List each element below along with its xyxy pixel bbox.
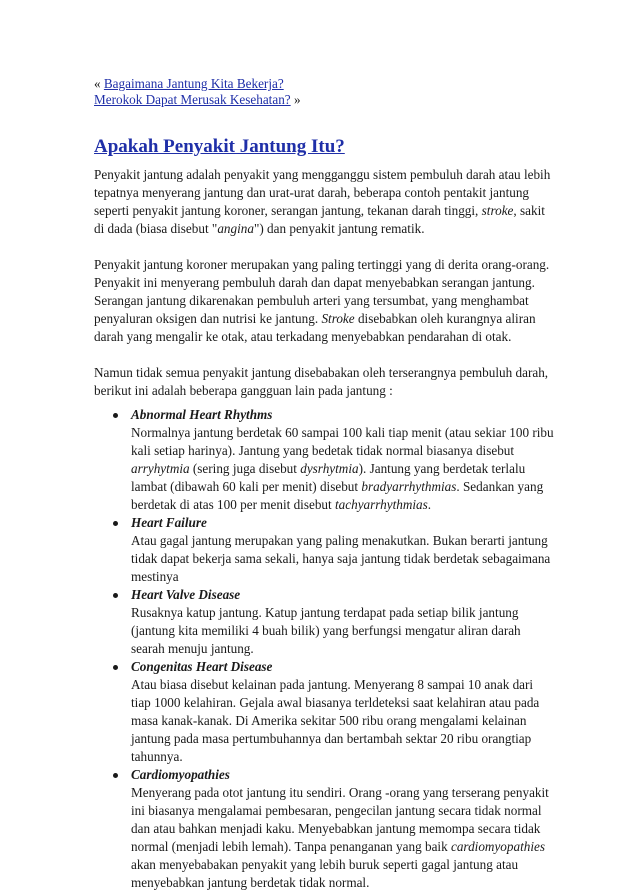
emphasis: tachyarrhythmias bbox=[334, 497, 428, 512]
text: (sering juga disebut bbox=[189, 461, 301, 476]
list-item bbox=[94, 586, 554, 658]
text: ). Jantung yang berdetak terlalu lambat (dibawah 60 kali per menit) disebut bbox=[131, 461, 526, 494]
list-item-term: Heart Valve Disease bbox=[131, 587, 241, 602]
list-item-description bbox=[131, 784, 554, 892]
emphasis: cardiomyopathies bbox=[450, 839, 545, 854]
bullet-icon bbox=[113, 773, 118, 778]
bullet-icon bbox=[113, 665, 118, 670]
emphasis: bradyarrhythmias bbox=[361, 479, 457, 494]
page-title[interactable]: Apakah Penyakit Jantung Itu? bbox=[94, 136, 345, 157]
disease-list bbox=[94, 406, 554, 892]
list-item-term: Congenitas Heart Disease bbox=[131, 659, 273, 674]
list-item-description: Atau gagal jantung merupakan yang paling menakutkan. Bukan berarti jantung tidak dapat bekerja sama sekali, hanya saja jantung tidak berdetak sebagaimana mestinya bbox=[131, 533, 551, 584]
next-post-link[interactable]: Merokok Dapat Merusak Kesehatan? bbox=[94, 92, 291, 107]
list-item-term: Cardiomyopathies bbox=[131, 767, 230, 782]
text: Penyakit jantung koroner merupakan yang paling tertinggi yang di derita orang-orang. Penyakit ini menyerang pembuluh darah dan dapat menyebabkan serangan jantung. Serangan jantung dikarenakan pembuluh arteri yang tersumbat, yang menghambat penyaluran oksigen dan nutrisi ke jantung. bbox=[94, 257, 550, 326]
list-item-description: Rusaknya katup jantung. Katup jantung terdapat pada setiap bilik jantung (jantung kita memiliki 4 buah bilik) yang berfungsi mengatur aliran darah searah menuju jantung. bbox=[131, 605, 521, 656]
article bbox=[94, 76, 554, 892]
list-item-term: Heart Failure bbox=[131, 515, 207, 530]
bullet-icon bbox=[113, 593, 118, 598]
text: Penyakit jantung adalah penyakit yang mengganggu sistem pembuluh darah atau lebih tepatnya menyerang jantung dan urat-urat darah, beberapa contoh pentakit jantung seperti penyakit jantung koroner, serangan jantung, tekanan darah tinggi, bbox=[94, 167, 551, 218]
prev-arrow: « bbox=[94, 76, 104, 91]
emphasis: angina bbox=[217, 221, 254, 236]
bullet-icon bbox=[113, 413, 118, 418]
post-navigation bbox=[94, 76, 554, 108]
list-item bbox=[94, 406, 554, 514]
list-item bbox=[94, 766, 554, 892]
emphasis: Stroke bbox=[321, 311, 355, 326]
text: Normalnya jantung berdetak 60 sampai 100 kali tiap menit (atau sekiar 100 ribu kali setiap harinya). Jantung yang bedetak tidak normal biasanya disebut bbox=[131, 425, 554, 458]
list-item-description bbox=[131, 424, 554, 514]
emphasis: dysrhytmia bbox=[300, 461, 359, 476]
next-post-row bbox=[94, 92, 554, 108]
prev-post-row bbox=[94, 76, 554, 92]
text: Menyerang pada otot jantung itu sendiri. Orang -orang yang terserang penyakit ini biasanya mengalamai pembesaran, pengecilan jantung secara tidak normal dan atau bahkan menjadi kaku. Menyebabkan jantung memompa secara tidak normal (menjadi lebih lemah). Tanpa penanganan yang baik bbox=[131, 785, 549, 854]
paragraph-coronary bbox=[94, 256, 554, 346]
list-item-description: Atau biasa disebut kelainan pada jantung. Menyerang 8 sampai 10 anak dari tiap 1000 kelahiran. Gejala awal biasanya terldeteksi saat kelahiran atau pada masa kanak-kanak. Di Amerika sekitar 500 ribu orang mengalami kelainan jantung pada masa pertumbuhannya dan bertambah sektar 20 ribu orangtiap tahunnya. bbox=[131, 677, 540, 764]
next-arrow: » bbox=[290, 92, 301, 107]
list-item-term: Abnormal Heart Rhythms bbox=[131, 407, 273, 422]
text: ") dan penyakit jantung rematik. bbox=[253, 221, 425, 236]
list-item bbox=[94, 658, 554, 766]
bullet-icon bbox=[113, 521, 118, 526]
list-item bbox=[94, 514, 554, 586]
text: , sakit di dada (biasa disebut " bbox=[94, 203, 545, 236]
text: akan menyebabakan penyakit yang lebih buruk seperti gagal jantung atau menyebabkan jantung berdetak tidak normal. bbox=[131, 857, 519, 890]
text: . bbox=[427, 497, 432, 512]
prev-post-link[interactable]: Bagaimana Jantung Kita Bekerja? bbox=[103, 76, 284, 91]
paragraph-intro bbox=[94, 166, 554, 238]
paragraph-list-intro: Namun tidak semua penyakit jantung disebabakan oleh terserangnya pembuluh darah, berikut ini adalah beberapa gangguan lain pada jantung : bbox=[94, 365, 549, 398]
emphasis: stroke bbox=[481, 203, 514, 218]
emphasis: arryhytmia bbox=[131, 461, 190, 476]
text: disebabkan oleh kurangnya aliran darah yang mengalir ke otak, atau terkadang menyebabkan pendarahan di otak. bbox=[94, 311, 536, 344]
text: . Sedankan yang berdetak di atas 100 per menit disebut bbox=[131, 479, 544, 512]
